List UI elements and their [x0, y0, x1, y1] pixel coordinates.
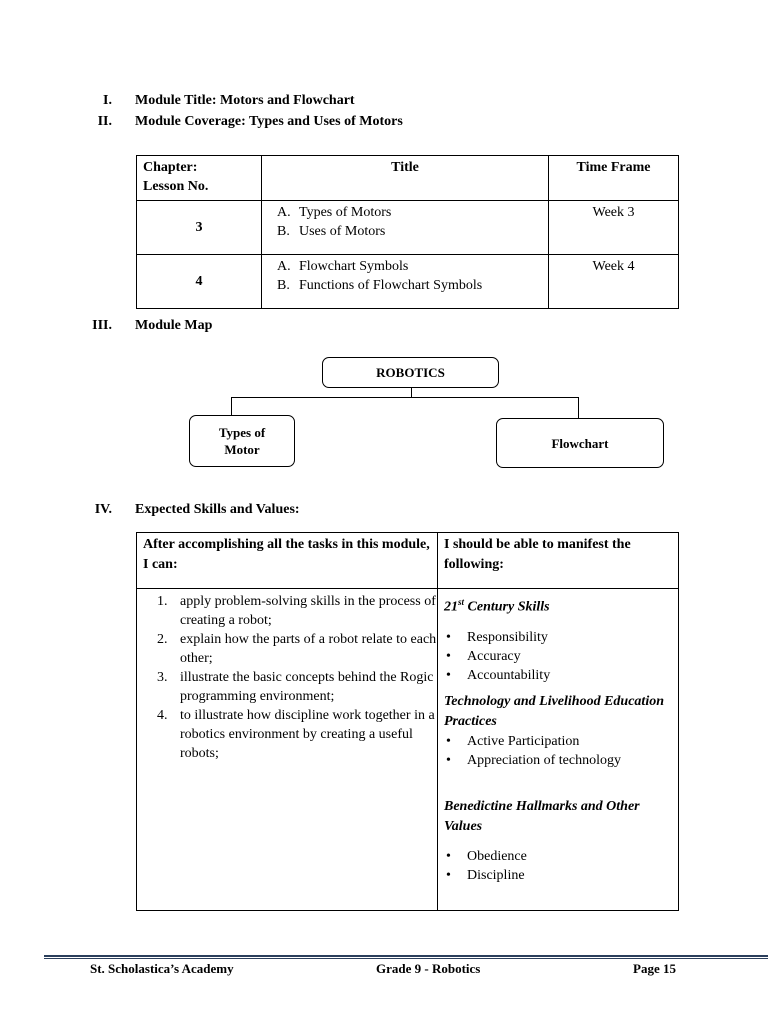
footer-page-number: Page 15	[633, 961, 676, 976]
skills-table	[136, 532, 679, 911]
table-row	[137, 201, 679, 255]
header-tasks: After accomplishing all the tasks in this module, I can:	[137, 533, 438, 589]
header-time-frame: Time Frame	[549, 156, 679, 201]
footer-rule	[44, 958, 768, 959]
section-benedictine-title: Benedictine Hallmarks and Other Values	[444, 798, 640, 834]
item-text: apply problem-solving skills in the process of creating a robot;	[180, 594, 436, 628]
header-title: Title	[262, 156, 549, 201]
item-letter: A.	[277, 259, 291, 274]
bullet-list	[444, 847, 672, 885]
roman-numeral: II.	[97, 114, 112, 129]
century-suffix: st	[458, 597, 465, 607]
connector-line	[231, 397, 232, 415]
module-title-text: Module Title: Motors and Flowchart	[135, 93, 355, 108]
header-chapter	[137, 156, 262, 201]
list-item: • Active Participation	[444, 732, 672, 751]
item-text: Flowchart Symbols	[299, 259, 409, 274]
time-frame: Week 3	[549, 201, 679, 255]
node-label-line1: Types of	[218, 425, 266, 440]
list-item: • Discipline	[444, 866, 672, 885]
table-row	[137, 255, 679, 309]
expected-skills-text: Expected Skills and Values:	[135, 502, 300, 517]
item-text: to illustrate how discipline work together in a robotics environment by creating a useful robots;	[180, 708, 435, 761]
item-text: explain how the parts of a robot relate to each other;	[180, 632, 437, 666]
map-node-types-of-motor	[189, 415, 295, 467]
list-item: • Accuracy	[444, 647, 672, 666]
header-manifest: I should be able to manifest the following:	[438, 533, 679, 589]
module-map-text: Module Map	[135, 318, 213, 333]
list-item: • Accountability	[444, 666, 672, 685]
map-node-robotics: ROBOTICS	[322, 357, 499, 388]
header-chapter-line2: Lesson No.	[143, 179, 209, 194]
item-letter: B.	[277, 224, 290, 239]
bullet-list	[444, 732, 672, 770]
item-text: Types of Motors	[299, 205, 392, 220]
item-text: Functions of Flowchart Symbols	[299, 278, 483, 293]
list-item	[137, 592, 437, 630]
item-number: 3.	[157, 670, 168, 685]
lesson-number: 3	[137, 201, 262, 255]
section-century-skills	[444, 592, 672, 618]
bullet-list	[444, 628, 672, 685]
table-header-row	[137, 533, 679, 589]
list-item: • Appreciation of technology	[444, 751, 672, 770]
list-item: • Obedience	[444, 847, 672, 866]
node-label-line2: Motor	[224, 442, 260, 457]
lesson-number: 4	[137, 255, 262, 309]
footer-course: Grade 9 - Robotics	[376, 961, 481, 976]
item-text: illustrate the basic concepts behind the Rogic programming environment;	[180, 670, 434, 704]
lesson-titles	[262, 255, 549, 309]
values-cell	[438, 589, 679, 911]
table-header-row	[137, 156, 679, 201]
section-tle-title: Technology and Livelihood Education Practices	[444, 693, 664, 729]
century-label: Century Skills	[464, 599, 550, 615]
item-number: 1.	[157, 594, 168, 609]
list-item	[137, 706, 437, 763]
century-number: 21	[444, 599, 458, 615]
lesson-titles	[262, 201, 549, 255]
roman-numeral: IV.	[94, 502, 112, 517]
footer-school: St. Scholastica’s Academy	[90, 961, 234, 976]
list-item: • Responsibility	[444, 628, 672, 647]
header-chapter-line1: Chapter:	[143, 160, 198, 175]
item-letter: A.	[277, 205, 291, 220]
connector-line	[578, 397, 579, 418]
list-item	[137, 630, 437, 668]
module-coverage-text: Module Coverage: Types and Uses of Motors	[135, 114, 403, 129]
list-item	[137, 668, 437, 706]
table-row	[137, 589, 679, 911]
coverage-table	[136, 155, 679, 309]
roman-numeral: III.	[92, 318, 112, 333]
item-letter: B.	[277, 278, 290, 293]
item-text: Uses of Motors	[299, 224, 386, 239]
item-number: 2.	[157, 632, 168, 647]
task-list	[137, 592, 437, 763]
task-list-cell	[137, 589, 438, 911]
connector-line	[231, 397, 579, 398]
footer-rule	[44, 955, 768, 957]
time-frame: Week 4	[549, 255, 679, 309]
map-node-flowchart: Flowchart	[496, 418, 664, 468]
roman-numeral: I.	[103, 93, 112, 108]
item-number: 4.	[157, 708, 168, 723]
